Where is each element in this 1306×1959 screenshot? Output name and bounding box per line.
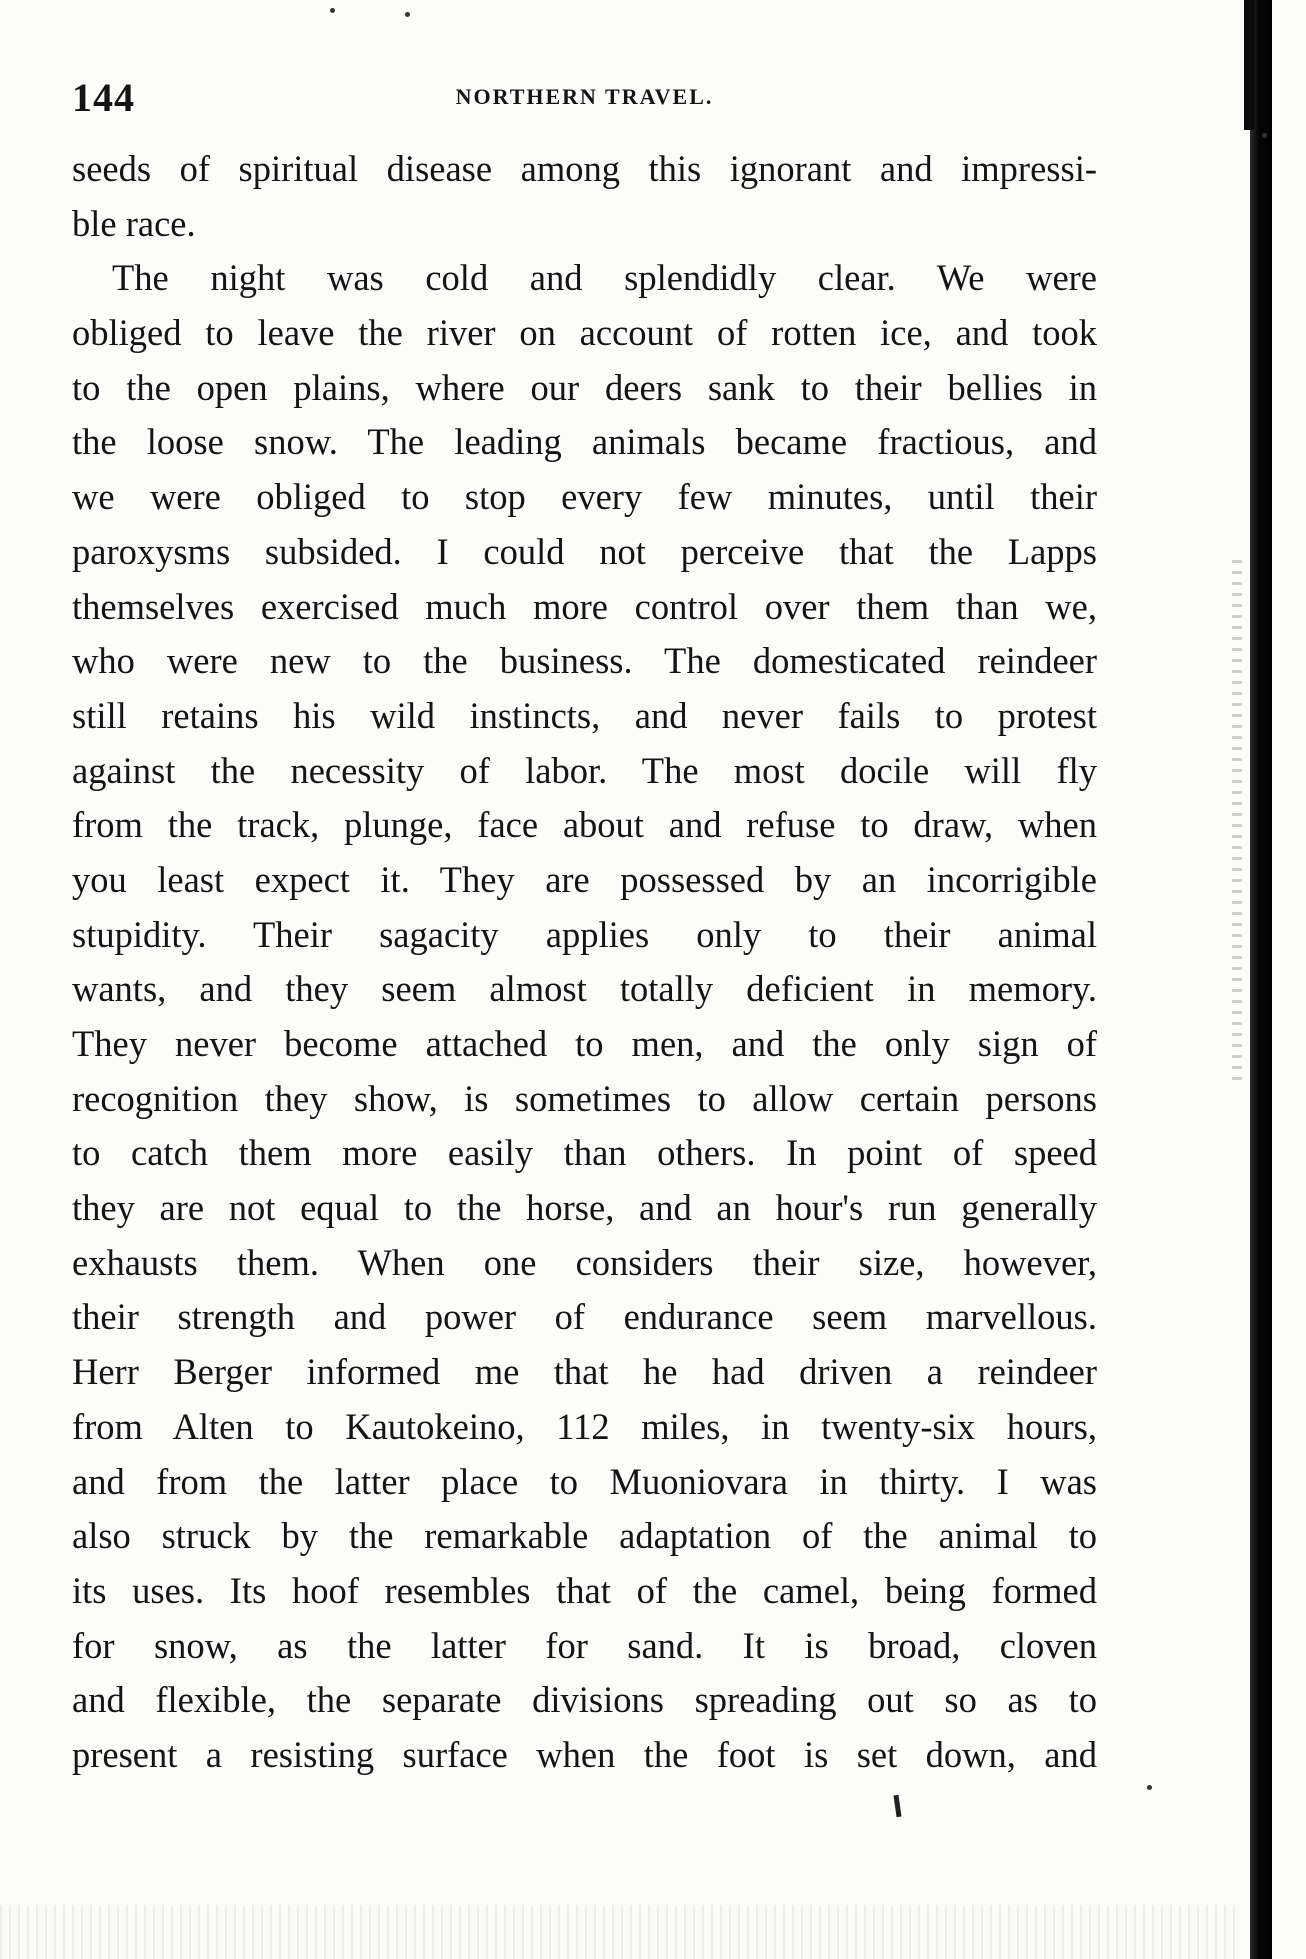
text-line: Herr Berger informed me that he had driven a reindeer (72, 1351, 1097, 1393)
binding-speckle (1232, 560, 1242, 1080)
text-line: you least expect it. They are possessed by an incorrigible (72, 858, 1097, 900)
text-line: who were new to the business. The domesticated reindeer (72, 640, 1097, 682)
body-text (72, 142, 1097, 1783)
text-line: recognition they show, is sometimes to allow certain persons (72, 1077, 1097, 1119)
text-line: from the track, plunge, face about and refuse to draw, when (72, 804, 1097, 846)
text-line: their strength and power of endurance seem marvellous. (72, 1296, 1097, 1338)
text-line: and flexible, the separate divisions spreading out so as to (72, 1679, 1097, 1721)
text-line: for snow, as the latter for sand. It is broad, cloven (72, 1624, 1097, 1666)
text-line: seeds of spiritual disease among this ignorant and impressi- (72, 148, 1097, 189)
text-line: obliged to leave the river on account of rotten ice, and took (72, 312, 1097, 354)
ink-speck (1147, 1785, 1152, 1790)
text-line: its uses. Its hoof resembles that of the camel, being formed (72, 1569, 1097, 1611)
text-line: the loose snow. The leading animals became fractious, and (72, 421, 1097, 463)
text-line: The night was cold and splendidly clear. We were (112, 257, 1097, 299)
text-line: stupidity. Their sagacity applies only to their animal (72, 913, 1097, 955)
text-line: paroxysms subsided. I could not perceive that the Lapps (72, 530, 1097, 572)
text-line: to the open plains, where our deers sank to their bellies in (72, 366, 1097, 408)
ink-speck (405, 12, 410, 17)
text-line: exhausts them. When one considers their size, however, (72, 1241, 1097, 1283)
paper-noise (0, 1905, 1240, 1959)
text-line: still retains his wild instincts, and never fails to protest (72, 694, 1097, 736)
running-title: NORTHERN TRAVEL. (455, 84, 714, 109)
text-line: against the necessity of labor. The most docile will fly (72, 749, 1097, 791)
text-line: and from the latter place to Muoniovara in thirty. I was (72, 1460, 1097, 1502)
text-line: from Alten to Kautokeino, 112 miles, in twenty-six hours, (72, 1405, 1097, 1447)
text-line: themselves exercised much more control over them than we, (72, 585, 1097, 627)
text-line: we were obliged to stop every few minutes, until their (72, 476, 1097, 518)
text-line: they are not equal to the horse, and an hour's run generally (72, 1187, 1097, 1229)
running-head (72, 70, 1097, 120)
ink-mark (893, 1795, 901, 1817)
text-line: present a resisting surface when the foot is set down, and (72, 1733, 1097, 1775)
ink-speck (330, 8, 335, 13)
text-line: They never become attached to men, and the only sign of (72, 1023, 1097, 1064)
text-line: ble race. (72, 202, 196, 244)
text-line: wants, and they seem almost totally deficient in memory. (72, 968, 1097, 1010)
page-number: 144 (72, 75, 135, 120)
text-line: to catch them more easily than others. In point of speed (72, 1132, 1097, 1174)
binding-shadow (1250, 0, 1272, 1959)
text-line: also struck by the remarkable adaptation of the animal to (72, 1515, 1097, 1557)
ink-speck (1262, 133, 1267, 138)
